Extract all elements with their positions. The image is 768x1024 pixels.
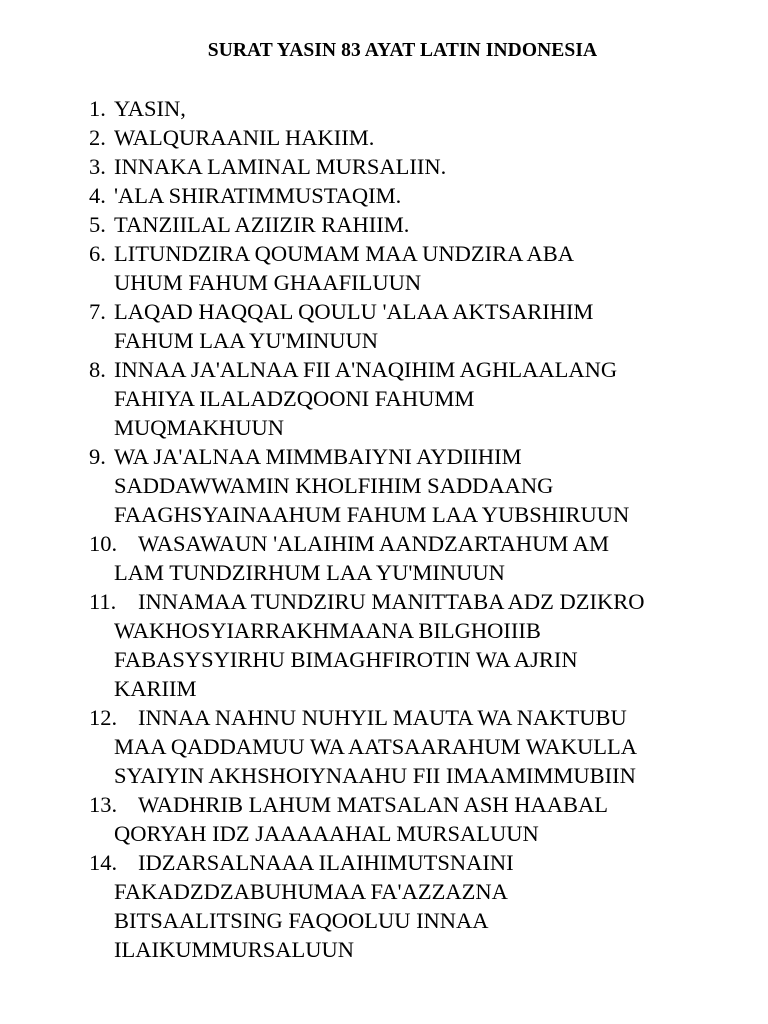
verse-continuation-line: LAM TUNDZIRHUM LAA YU'MINUUN bbox=[114, 560, 505, 585]
verse-number: 5. bbox=[89, 212, 106, 237]
verse-first-line bbox=[89, 297, 749, 326]
verse-list bbox=[89, 94, 749, 964]
verse-first-line bbox=[89, 123, 749, 152]
verse-number: 9. bbox=[89, 444, 106, 469]
verse-number: 1. bbox=[89, 96, 106, 121]
verse-item bbox=[89, 94, 749, 123]
verse-first-line bbox=[89, 181, 749, 210]
verse-item bbox=[89, 123, 749, 152]
verse-number: 7. bbox=[89, 299, 106, 324]
verse-item bbox=[89, 529, 749, 587]
verse-item bbox=[89, 210, 749, 239]
verse-continuation-line: ILAIKUMMURSALUUN bbox=[114, 937, 354, 962]
verse-text: LAQAD HAQQAL QOULU 'ALAA AKTSARIHIM bbox=[114, 299, 594, 324]
verse-first-line bbox=[89, 210, 749, 239]
verse-continuation-line: SYAIYIN AKHSHOIYNAAHU FII IMAAMIMMUBIIN bbox=[114, 763, 636, 788]
verse-first-line bbox=[89, 355, 749, 384]
verse-text: WASAWAUN 'ALAIHIM AANDZARTAHUM AM bbox=[138, 531, 609, 556]
verse-continuation-line: FAKADZDZABUHUMAA FA'AZZAZNA bbox=[114, 879, 508, 904]
verse-item bbox=[89, 703, 749, 790]
verse-continuation-line: FAHIYA ILALADZQOONI FAHUMM bbox=[114, 386, 475, 411]
verse-number: 2. bbox=[89, 125, 106, 150]
verse-text: WADHRIB LAHUM MATSALAN ASH HAABAL bbox=[138, 792, 609, 817]
verse-first-line bbox=[89, 790, 749, 819]
verse-text: LITUNDZIRA QOUMAM MAA UNDZIRA ABA bbox=[114, 241, 575, 266]
verse-number: 11. bbox=[89, 589, 117, 614]
verse-text: INNAKA LAMINAL MURSALIIN. bbox=[114, 154, 447, 179]
verse-continuation-line: FAHUM LAA YU'MINUUN bbox=[114, 328, 379, 353]
verse-text: WA JA'ALNAA MIMMBAIYNI AYDIIHIM bbox=[114, 444, 522, 469]
verse-continuation-line: QORYAH IDZ JAAAAAHAL MURSALUUN bbox=[114, 821, 539, 846]
verse-first-line bbox=[89, 239, 749, 268]
verse-first-line bbox=[89, 848, 749, 877]
verse-number: 6. bbox=[89, 241, 106, 266]
verse-continuation-line: MUQMAKHUUN bbox=[114, 415, 285, 440]
verse-number: 3. bbox=[89, 154, 106, 179]
verse-continuation-line: KARIIM bbox=[114, 676, 197, 701]
verse-item bbox=[89, 181, 749, 210]
verse-text: IDZARSALNAAA ILAIHIMUTSNAINI bbox=[138, 850, 514, 875]
verse-number: 13. bbox=[89, 792, 118, 817]
verse-continuation-line: SADDAWWAMIN KHOLFIHIM SADDAANG bbox=[114, 473, 554, 498]
verse-text: INNAMAA TUNDZIRU MANITTABA ADZ DZIKRO bbox=[138, 589, 645, 614]
verse-continuation-line: UHUM FAHUM GHAAFILUUN bbox=[114, 270, 422, 295]
verse-continuation-line: FAAGHSYAINAAHUM FAHUM LAA YUBSHIRUUN bbox=[114, 502, 630, 527]
verse-continuation-line: FABASYSYIRHU BIMAGHFIROTIN WA AJRIN bbox=[114, 647, 578, 672]
verse-item bbox=[89, 790, 749, 848]
verse-text: 'ALA SHIRATIMMUSTAQIM. bbox=[114, 183, 402, 208]
verse-first-line bbox=[89, 529, 749, 558]
verse-item bbox=[89, 587, 749, 703]
verse-continuation-line: WAKHOSYIARRAKHMAANA BILGHOIIIB bbox=[114, 618, 541, 643]
verse-text: INNAA NAHNU NUHYIL MAUTA WA NAKTUBU bbox=[138, 705, 627, 730]
verse-continuation-line: BITSAALITSING FAQOOLUU INNAA bbox=[114, 908, 489, 933]
verse-first-line bbox=[89, 703, 749, 732]
verse-first-line bbox=[89, 442, 749, 471]
verse-item bbox=[89, 442, 749, 529]
verse-first-line bbox=[89, 152, 749, 181]
verse-item bbox=[89, 152, 749, 181]
document-title: SURAT YASIN 83 AYAT LATIN INDONESIA bbox=[207, 40, 598, 61]
verse-first-line bbox=[89, 94, 749, 123]
verse-number: 4. bbox=[89, 183, 106, 208]
verse-item bbox=[89, 239, 749, 297]
verse-item bbox=[89, 848, 749, 964]
verse-text: WALQURAANIL HAKIIM. bbox=[114, 125, 375, 150]
verse-number: 12. bbox=[89, 705, 118, 730]
verse-number: 14. bbox=[89, 850, 118, 875]
verse-text: INNAA JA'ALNAA FII A'NAQIHIM AGHLAALANG bbox=[114, 357, 618, 382]
verse-continuation-line: MAA QADDAMUU WA AATSAARAHUM WAKULLA bbox=[114, 734, 637, 759]
verse-item bbox=[89, 297, 749, 355]
verse-item bbox=[89, 355, 749, 442]
verse-number: 10. bbox=[89, 531, 118, 556]
verse-text: YASIN, bbox=[114, 96, 186, 121]
verse-first-line bbox=[89, 587, 749, 616]
verse-number: 8. bbox=[89, 357, 106, 382]
verse-text: TANZIILAL AZIIZIR RAHIIM. bbox=[114, 212, 410, 237]
